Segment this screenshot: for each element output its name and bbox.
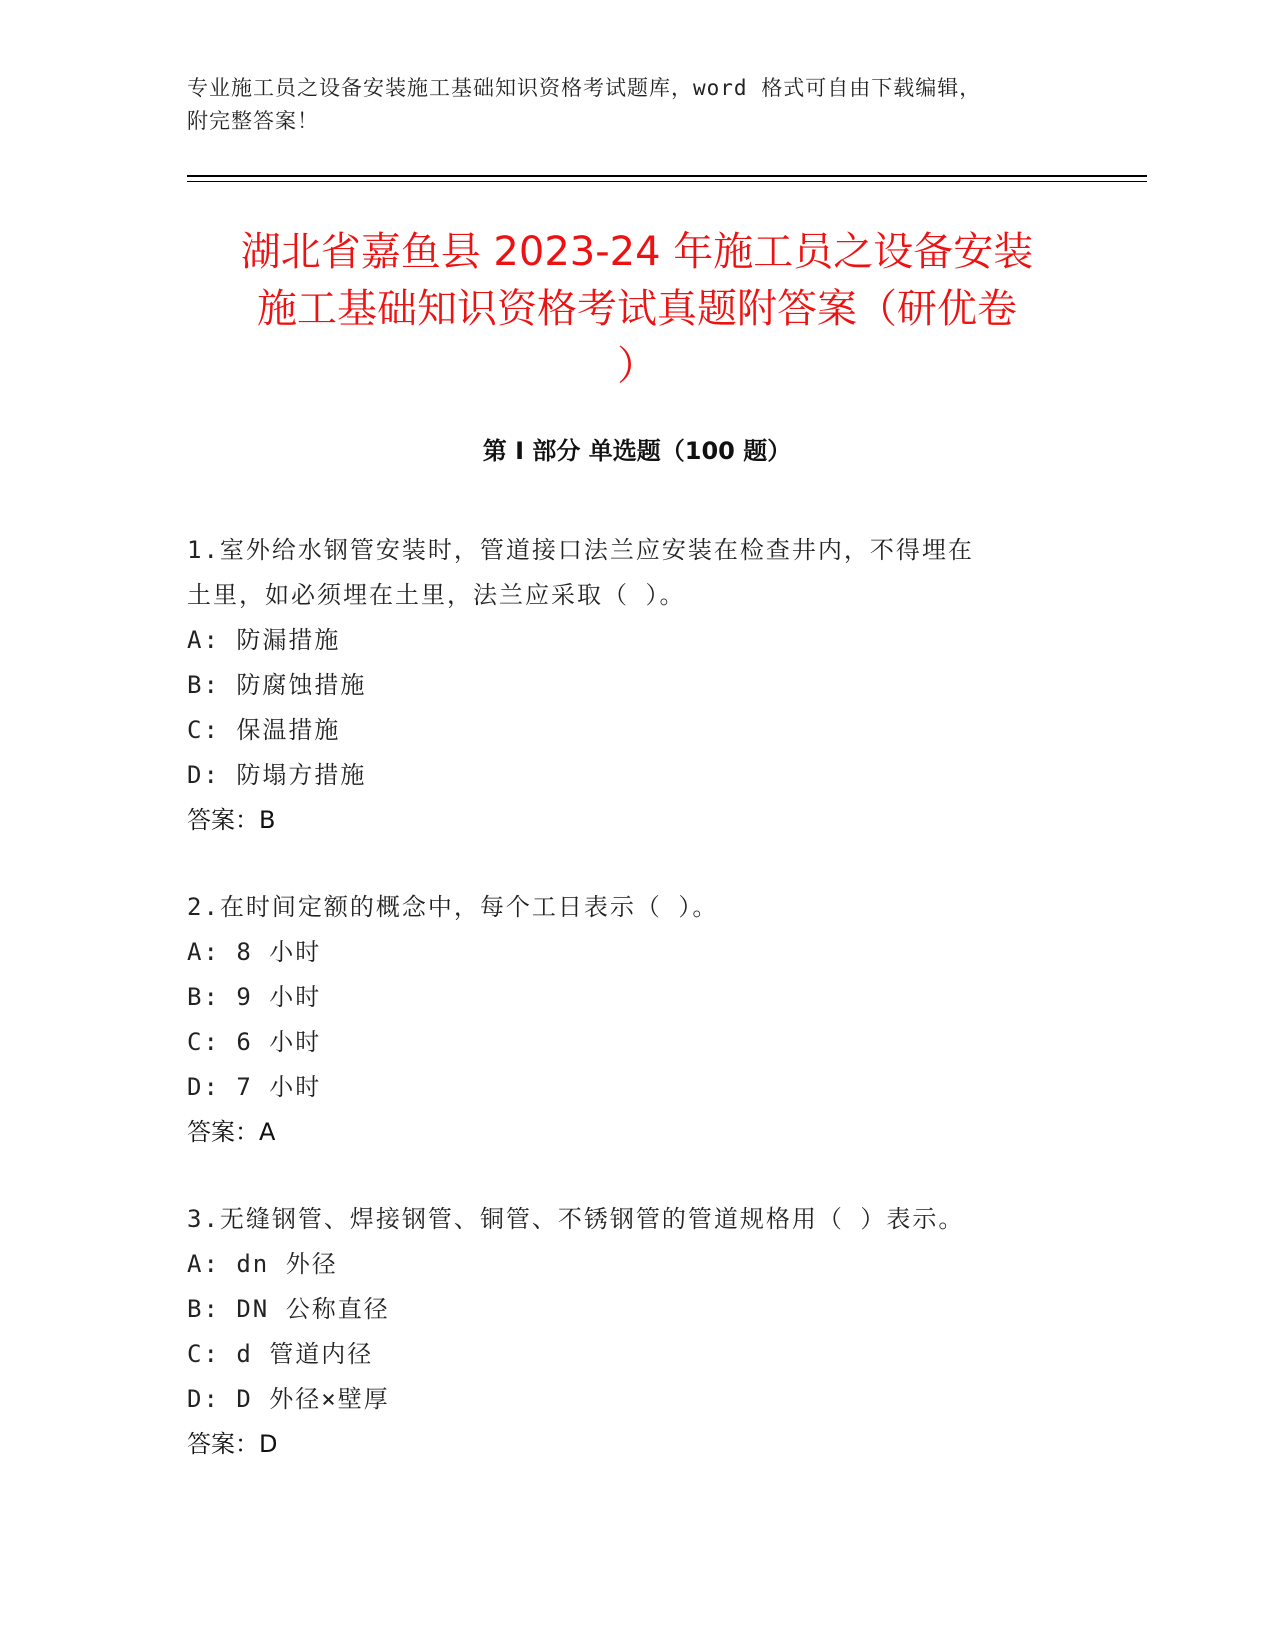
question-stem: 3.无缝钢管、焊接钢管、铜管、不锈钢管的管道规格用（ ）表示。 bbox=[187, 1205, 965, 1233]
option-a: A: 8 小时 bbox=[187, 938, 322, 966]
option-d: D: D 外径×壁厚 bbox=[187, 1385, 390, 1413]
question-3 bbox=[187, 1197, 1087, 1467]
header-note bbox=[187, 72, 1087, 138]
question-stem: 1.室外给水钢管安装时，管道接口法兰应安装在检查井内，不得埋在 bbox=[187, 536, 974, 564]
header-note-line-1: 专业施工员之设备安装施工基础知识资格考试题库，word 格式可自由下载编辑， bbox=[187, 76, 982, 100]
option-a: A: dn 外径 bbox=[187, 1250, 338, 1278]
question-2 bbox=[187, 885, 1087, 1155]
option-a: A: 防漏措施 bbox=[187, 626, 341, 654]
document-title bbox=[187, 224, 1087, 395]
document-title-line-2: 施工基础知识资格考试真题附答案（研优卷 bbox=[257, 286, 1017, 332]
question-list bbox=[187, 528, 1087, 1509]
answer: 答案：D bbox=[187, 1430, 278, 1458]
option-d: D: 防塌方措施 bbox=[187, 761, 367, 789]
answer: 答案：A bbox=[187, 1118, 276, 1146]
header-divider-thin bbox=[187, 181, 1147, 182]
document-title-line-3: ） bbox=[617, 343, 657, 389]
option-c: C: d 管道内径 bbox=[187, 1340, 374, 1368]
header-note-line-2: 附完整答案！ bbox=[187, 109, 319, 133]
answer: 答案：B bbox=[187, 806, 276, 834]
option-c: C: 6 小时 bbox=[187, 1028, 322, 1056]
option-c: C: 保温措施 bbox=[187, 716, 341, 744]
option-b: B: 防腐蚀措施 bbox=[187, 671, 367, 699]
document-title-line-1: 湖北省嘉鱼县 2023-24 年施工员之设备安装 bbox=[240, 229, 1034, 275]
question-stem: 2.在时间定额的概念中，每个工日表示（ ）。 bbox=[187, 893, 719, 921]
option-b: B: 9 小时 bbox=[187, 983, 322, 1011]
header-divider-thick bbox=[187, 175, 1147, 177]
question-1 bbox=[187, 528, 1087, 843]
option-b: B: DN 公称直径 bbox=[187, 1295, 390, 1323]
question-stem-continued: 土里，如必须埋在土里，法兰应采取（ ）。 bbox=[187, 581, 686, 609]
section-heading: 第 I 部分 单选题（100 题） bbox=[482, 437, 792, 465]
option-d: D: 7 小时 bbox=[187, 1073, 322, 1101]
